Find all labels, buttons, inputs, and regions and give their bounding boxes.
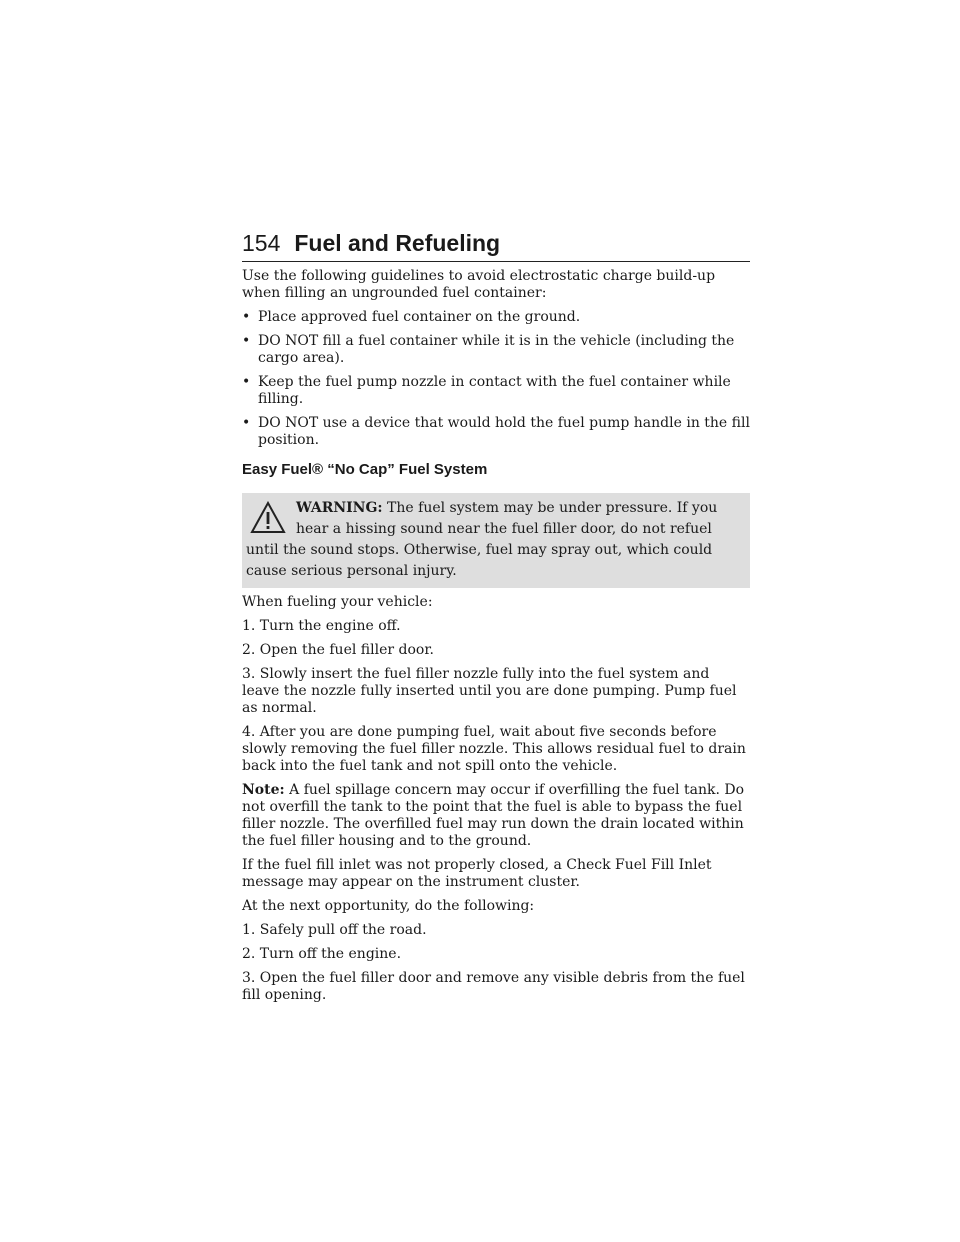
list-item-text: Keep the fuel pump nozzle in contact with the fuel container while filling. [258, 374, 731, 407]
bullet-icon: • [242, 333, 251, 349]
note-text: A fuel spillage concern may occur if overfilling the fuel tank. Do not overfill the tank to the point that the fuel is able to bypass the fuel filler nozzle. The overfilled fuel may run down the drain located within the fuel filler housing and to the ground. [242, 782, 744, 849]
inlet-step: 3. Open the fuel filler door and remove any visible debris from the fuel fill opening. [242, 970, 745, 1003]
page-number: 154 [242, 230, 281, 256]
fueling-intro: When fueling your vehicle: [242, 594, 433, 610]
note-label: Note: [242, 782, 285, 798]
warning-label: WARNING: [296, 500, 383, 516]
intro-paragraph: Use the following guidelines to avoid electrostatic charge build-up when filling an ungrounded fuel container: [242, 268, 716, 301]
check-inlet-paragraph: If the fuel fill inlet was not properly closed, a Check Fuel Fill Inlet message may appear on the instrument cluster. [242, 857, 712, 890]
page-header [242, 228, 750, 262]
fueling-step: 3. Slowly insert the fuel filler nozzle fully into the fuel system and leave the nozzle fully inserted until you are done pumping. Pump fuel as normal. [242, 666, 737, 716]
warning-triangle-icon [250, 501, 286, 535]
section-heading: Easy Fuel® “No Cap” Fuel System [242, 461, 488, 478]
list-item-text: DO NOT fill a fuel container while it is in the vehicle (including the cargo area). [258, 333, 735, 366]
bullet-icon: • [242, 374, 251, 390]
bullet-icon: • [242, 415, 251, 431]
bullet-icon: • [242, 309, 251, 325]
next-opportunity-paragraph: At the next opportunity, do the following: [242, 898, 535, 914]
list-item [242, 309, 750, 326]
list-item-text: Place approved fuel container on the ground. [258, 309, 581, 325]
inlet-step: 1. Safely pull off the road. [242, 922, 427, 938]
fueling-step: 4. After you are done pumping fuel, wait about five seconds before slowly removing the fuel filler nozzle. This allows residual fuel to drain back into the fuel tank and not spill onto the vehicle. [242, 724, 746, 774]
section-title: Fuel and Refueling [294, 230, 501, 256]
inlet-step: 2. Turn off the engine. [242, 946, 402, 962]
warning-text: The fuel system may be under pressure. If you hear a hissing sound near the fuel filler door, do not refuel until the sound stops. Otherwise, fuel may spray out, which could cause serious personal injury. [246, 500, 718, 579]
fueling-step: 1. Turn the engine off. [242, 618, 401, 634]
guideline-list [242, 309, 750, 449]
fueling-step: 2. Open the fuel filler door. [242, 642, 434, 658]
note-paragraph [242, 782, 750, 850]
warning-box [242, 493, 750, 588]
list-item [242, 333, 750, 367]
page-content [242, 268, 750, 1011]
list-item [242, 374, 750, 408]
list-item [242, 415, 750, 449]
list-item-text: DO NOT use a device that would hold the fuel pump handle in the fill position. [258, 415, 750, 448]
